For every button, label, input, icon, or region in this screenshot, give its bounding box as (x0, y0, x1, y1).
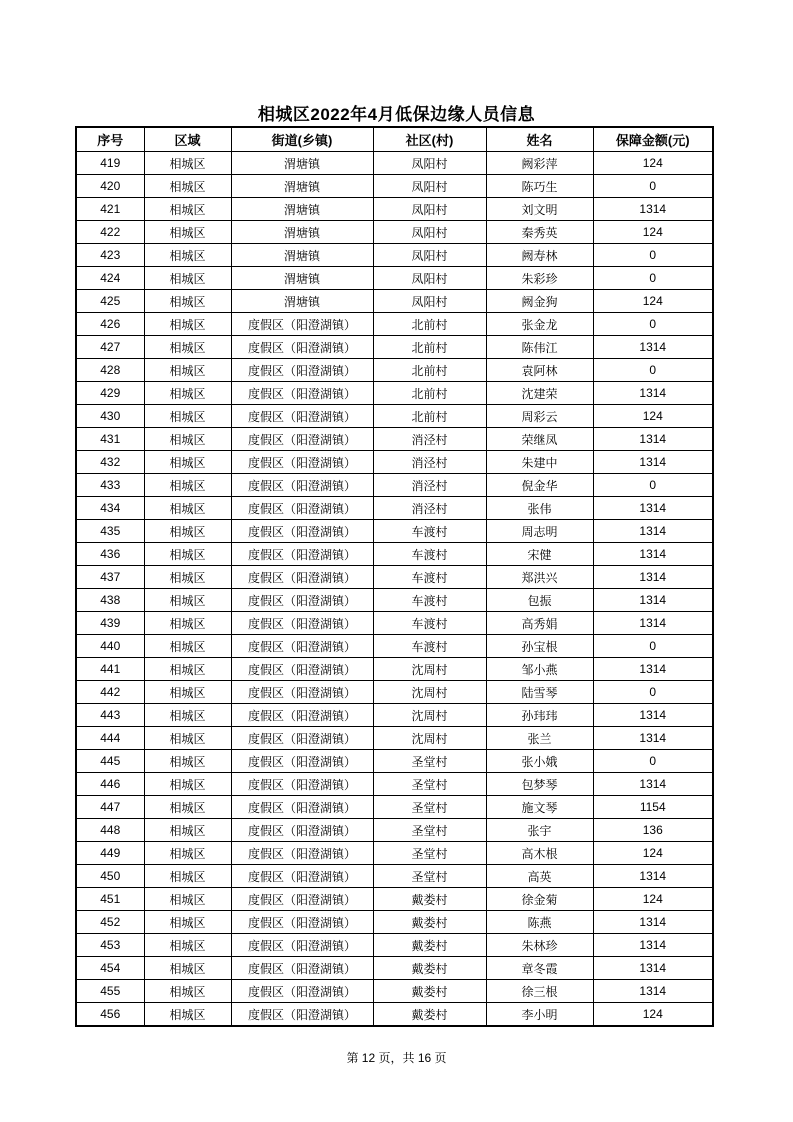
table-cell: 423 (76, 244, 144, 267)
table-cell: 度假区（阳澄湖镇） (231, 773, 373, 796)
table-row (76, 612, 713, 635)
page-number: 第 12 页，共 16 页 (346, 1051, 447, 1065)
table-cell: 相城区 (144, 773, 231, 796)
table-cell: 相城区 (144, 612, 231, 635)
table-cell: 度假区（阳澄湖镇） (231, 428, 373, 451)
table-cell: 1314 (593, 336, 713, 359)
table-cell: 相城区 (144, 957, 231, 980)
table-cell: 相城区 (144, 267, 231, 290)
col-header-community: 社区(村) (373, 127, 486, 152)
col-header-amount: 保障金额(元) (593, 127, 713, 152)
table-cell: 429 (76, 382, 144, 405)
table-row (76, 980, 713, 1003)
table-cell: 相城区 (144, 474, 231, 497)
table-cell: 朱建中 (486, 451, 593, 474)
table-cell: 高秀娟 (486, 612, 593, 635)
table-cell: 渭塘镇 (231, 198, 373, 221)
table-row (76, 865, 713, 888)
table-cell: 1314 (593, 543, 713, 566)
table-cell: 相城区 (144, 336, 231, 359)
table-cell: 0 (593, 750, 713, 773)
table-cell: 432 (76, 451, 144, 474)
table-cell: 度假区（阳澄湖镇） (231, 313, 373, 336)
table-row (76, 727, 713, 750)
table-cell: 1314 (593, 451, 713, 474)
table-cell: 度假区（阳澄湖镇） (231, 934, 373, 957)
table-cell: 450 (76, 865, 144, 888)
table-cell: 消泾村 (373, 497, 486, 520)
table-cell: 相城区 (144, 451, 231, 474)
table-cell: 度假区（阳澄湖镇） (231, 589, 373, 612)
table-cell: 0 (593, 267, 713, 290)
table-cell: 相城区 (144, 543, 231, 566)
table-cell: 度假区（阳澄湖镇） (231, 957, 373, 980)
table-cell: 相城区 (144, 152, 231, 175)
table-cell: 451 (76, 888, 144, 911)
table-cell: 124 (593, 888, 713, 911)
table-cell: 度假区（阳澄湖镇） (231, 451, 373, 474)
table-cell: 戴娄村 (373, 980, 486, 1003)
table-cell: 0 (593, 681, 713, 704)
table-cell: 1314 (593, 566, 713, 589)
table-row (76, 382, 713, 405)
table-cell: 430 (76, 405, 144, 428)
col-header-region: 区域 (144, 127, 231, 152)
table-cell: 1314 (593, 382, 713, 405)
table-cell: 朱林珍 (486, 934, 593, 957)
table-cell: 相城区 (144, 520, 231, 543)
table-cell: 徐三根 (486, 980, 593, 1003)
table-cell: 1314 (593, 428, 713, 451)
table-cell: 凤阳村 (373, 221, 486, 244)
table-cell: 度假区（阳澄湖镇） (231, 865, 373, 888)
table-row (76, 175, 713, 198)
table-cell: 相城区 (144, 589, 231, 612)
table-cell: 431 (76, 428, 144, 451)
table-cell: 439 (76, 612, 144, 635)
table-cell: 沈建荣 (486, 382, 593, 405)
table-cell: 1314 (593, 934, 713, 957)
table-cell: 437 (76, 566, 144, 589)
table-cell: 北前村 (373, 359, 486, 382)
table-cell: 度假区（阳澄湖镇） (231, 911, 373, 934)
table-cell: 凤阳村 (373, 267, 486, 290)
table-cell: 圣堂村 (373, 819, 486, 842)
table-row (76, 244, 713, 267)
table-cell: 相城区 (144, 313, 231, 336)
table-cell: 北前村 (373, 382, 486, 405)
table-cell: 李小明 (486, 1003, 593, 1027)
table-row (76, 474, 713, 497)
table-cell: 沈周村 (373, 681, 486, 704)
table-cell: 郑洪兴 (486, 566, 593, 589)
table-cell: 阙彩萍 (486, 152, 593, 175)
table-cell: 圣堂村 (373, 773, 486, 796)
table-row (76, 842, 713, 865)
table-cell: 张金龙 (486, 313, 593, 336)
table-cell: 度假区（阳澄湖镇） (231, 842, 373, 865)
table-cell: 度假区（阳澄湖镇） (231, 704, 373, 727)
table-cell: 1154 (593, 796, 713, 819)
table-cell: 434 (76, 497, 144, 520)
table-cell: 0 (593, 244, 713, 267)
table-cell: 1314 (593, 704, 713, 727)
table-cell: 454 (76, 957, 144, 980)
table-cell: 车渡村 (373, 543, 486, 566)
table-cell: 433 (76, 474, 144, 497)
table-row (76, 1003, 713, 1027)
table-row (76, 566, 713, 589)
table-cell: 相城区 (144, 175, 231, 198)
table-cell: 相城区 (144, 704, 231, 727)
table-cell: 422 (76, 221, 144, 244)
table-row (76, 152, 713, 175)
table-cell: 124 (593, 842, 713, 865)
table-cell: 包振 (486, 589, 593, 612)
table-row (76, 405, 713, 428)
table-cell: 车渡村 (373, 520, 486, 543)
table-cell: 453 (76, 934, 144, 957)
table-cell: 度假区（阳澄湖镇） (231, 635, 373, 658)
table-cell: 徐金菊 (486, 888, 593, 911)
table-cell: 凤阳村 (373, 175, 486, 198)
table-cell: 1314 (593, 957, 713, 980)
table-row (76, 359, 713, 382)
col-header-street: 街道(乡镇) (231, 127, 373, 152)
table-cell: 阙寿林 (486, 244, 593, 267)
table-cell: 周彩云 (486, 405, 593, 428)
table-cell: 442 (76, 681, 144, 704)
table-cell: 相城区 (144, 497, 231, 520)
table-cell: 圣堂村 (373, 750, 486, 773)
table-cell: 度假区（阳澄湖镇） (231, 980, 373, 1003)
table-cell: 435 (76, 520, 144, 543)
table-cell: 凤阳村 (373, 244, 486, 267)
table-cell: 周志明 (486, 520, 593, 543)
table-cell: 447 (76, 796, 144, 819)
table-cell: 428 (76, 359, 144, 382)
table-cell: 施文琴 (486, 796, 593, 819)
table-row (76, 520, 713, 543)
table-cell: 136 (593, 819, 713, 842)
table-cell: 相城区 (144, 244, 231, 267)
table-cell: 124 (593, 152, 713, 175)
table-cell: 相城区 (144, 359, 231, 382)
table-cell: 444 (76, 727, 144, 750)
table-cell: 圣堂村 (373, 842, 486, 865)
table-cell: 北前村 (373, 405, 486, 428)
table-cell: 北前村 (373, 313, 486, 336)
table-cell: 秦秀英 (486, 221, 593, 244)
table-cell: 朱彩珍 (486, 267, 593, 290)
table-cell: 124 (593, 290, 713, 313)
table-cell: 高木根 (486, 842, 593, 865)
table-cell: 相城区 (144, 865, 231, 888)
table-cell: 张伟 (486, 497, 593, 520)
table-cell: 度假区（阳澄湖镇） (231, 750, 373, 773)
table-row (76, 313, 713, 336)
table-cell: 相城区 (144, 635, 231, 658)
table-row (76, 658, 713, 681)
table-cell: 凤阳村 (373, 152, 486, 175)
table-row (76, 543, 713, 566)
table-row (76, 290, 713, 313)
table-cell: 戴娄村 (373, 957, 486, 980)
table-cell: 0 (593, 359, 713, 382)
table-cell: 1314 (593, 980, 713, 1003)
table-cell: 相城区 (144, 796, 231, 819)
table-row (76, 451, 713, 474)
table-cell: 阙金狗 (486, 290, 593, 313)
table-cell: 车渡村 (373, 589, 486, 612)
table-cell: 相城区 (144, 290, 231, 313)
table-cell: 446 (76, 773, 144, 796)
table-row (76, 198, 713, 221)
table-cell: 相城区 (144, 842, 231, 865)
table-cell: 相城区 (144, 221, 231, 244)
table-cell: 车渡村 (373, 612, 486, 635)
table-row (76, 497, 713, 520)
table-cell: 戴娄村 (373, 934, 486, 957)
table-cell: 车渡村 (373, 566, 486, 589)
table-row (76, 428, 713, 451)
table-cell: 沈周村 (373, 704, 486, 727)
table-cell: 消泾村 (373, 451, 486, 474)
table-cell: 张兰 (486, 727, 593, 750)
table-cell: 度假区（阳澄湖镇） (231, 566, 373, 589)
table-cell: 渭塘镇 (231, 244, 373, 267)
table-cell: 度假区（阳澄湖镇） (231, 497, 373, 520)
table-cell: 452 (76, 911, 144, 934)
table-cell: 刘文明 (486, 198, 593, 221)
table-cell: 1314 (593, 727, 713, 750)
table-cell: 449 (76, 842, 144, 865)
table-cell: 相城区 (144, 934, 231, 957)
table-cell: 度假区（阳澄湖镇） (231, 681, 373, 704)
table-row (76, 796, 713, 819)
table-cell: 443 (76, 704, 144, 727)
table-cell: 1314 (593, 911, 713, 934)
table-cell: 渭塘镇 (231, 152, 373, 175)
table-cell: 124 (593, 1003, 713, 1027)
table-row (76, 704, 713, 727)
table-cell: 度假区（阳澄湖镇） (231, 612, 373, 635)
table-cell: 度假区（阳澄湖镇） (231, 382, 373, 405)
table-cell: 124 (593, 405, 713, 428)
table-cell: 凤阳村 (373, 198, 486, 221)
table-cell: 圣堂村 (373, 796, 486, 819)
table-cell: 相城区 (144, 750, 231, 773)
table-cell: 高英 (486, 865, 593, 888)
table-cell: 度假区（阳澄湖镇） (231, 520, 373, 543)
table-cell: 度假区（阳澄湖镇） (231, 359, 373, 382)
table-cell: 445 (76, 750, 144, 773)
table-cell: 渭塘镇 (231, 175, 373, 198)
table-cell: 0 (593, 635, 713, 658)
table-cell: 孙宝根 (486, 635, 593, 658)
table-row (76, 589, 713, 612)
table-row (76, 635, 713, 658)
table-cell: 相城区 (144, 1003, 231, 1027)
table-cell: 凤阳村 (373, 290, 486, 313)
table-cell: 456 (76, 1003, 144, 1027)
table-cell: 1314 (593, 865, 713, 888)
table-cell: 戴娄村 (373, 911, 486, 934)
table-cell: 相城区 (144, 911, 231, 934)
table-cell: 436 (76, 543, 144, 566)
table-cell: 425 (76, 290, 144, 313)
table-cell: 424 (76, 267, 144, 290)
table-cell: 1314 (593, 773, 713, 796)
table-cell: 相城区 (144, 819, 231, 842)
table-cell: 袁阿林 (486, 359, 593, 382)
table-cell: 度假区（阳澄湖镇） (231, 1003, 373, 1027)
table-cell: 438 (76, 589, 144, 612)
table-cell: 沈周村 (373, 727, 486, 750)
table-cell: 相城区 (144, 405, 231, 428)
table-cell: 448 (76, 819, 144, 842)
table-cell: 包梦琴 (486, 773, 593, 796)
table-cell: 1314 (593, 497, 713, 520)
table-row (76, 934, 713, 957)
page-title: 相城区2022年4月低保边缘人员信息 (257, 105, 536, 124)
table-cell: 陈伟江 (486, 336, 593, 359)
table-cell: 相城区 (144, 980, 231, 1003)
table-cell: 度假区（阳澄湖镇） (231, 819, 373, 842)
table-cell: 420 (76, 175, 144, 198)
table-row (76, 336, 713, 359)
table-cell: 张小娥 (486, 750, 593, 773)
table-cell: 427 (76, 336, 144, 359)
table-cell: 北前村 (373, 336, 486, 359)
table-cell: 0 (593, 313, 713, 336)
table-cell: 相城区 (144, 198, 231, 221)
table-cell: 相城区 (144, 382, 231, 405)
table-cell: 渭塘镇 (231, 267, 373, 290)
table-cell: 426 (76, 313, 144, 336)
table-cell: 1314 (593, 198, 713, 221)
table-cell: 章冬霞 (486, 957, 593, 980)
table-cell: 消泾村 (373, 474, 486, 497)
table-row (76, 267, 713, 290)
table-cell: 124 (593, 221, 713, 244)
table-row (76, 221, 713, 244)
table-cell: 圣堂村 (373, 865, 486, 888)
table-cell: 度假区（阳澄湖镇） (231, 405, 373, 428)
table-cell: 陈燕 (486, 911, 593, 934)
table-cell: 421 (76, 198, 144, 221)
table-body (76, 152, 713, 1027)
table-cell: 441 (76, 658, 144, 681)
table-row (76, 957, 713, 980)
table-cell: 陈巧生 (486, 175, 593, 198)
table-cell: 陆雪琴 (486, 681, 593, 704)
table-cell: 1314 (593, 589, 713, 612)
table-cell: 相城区 (144, 681, 231, 704)
benefit-table (75, 126, 714, 1027)
col-header-index: 序号 (76, 127, 144, 152)
table-row (76, 773, 713, 796)
table-cell: 消泾村 (373, 428, 486, 451)
table-cell: 张宇 (486, 819, 593, 842)
table-cell: 沈周村 (373, 658, 486, 681)
table-cell: 戴娄村 (373, 888, 486, 911)
table-cell: 度假区（阳澄湖镇） (231, 727, 373, 750)
table-cell: 度假区（阳澄湖镇） (231, 796, 373, 819)
table-row (76, 888, 713, 911)
table-cell: 0 (593, 175, 713, 198)
table-row (76, 681, 713, 704)
table-cell: 0 (593, 474, 713, 497)
table-cell: 宋健 (486, 543, 593, 566)
table-cell: 渭塘镇 (231, 290, 373, 313)
table-cell: 度假区（阳澄湖镇） (231, 543, 373, 566)
table-header-row (76, 127, 713, 152)
table-cell: 度假区（阳澄湖镇） (231, 474, 373, 497)
table-cell: 渭塘镇 (231, 221, 373, 244)
table-cell: 455 (76, 980, 144, 1003)
table-cell: 荣继凤 (486, 428, 593, 451)
table-cell: 419 (76, 152, 144, 175)
table-cell: 倪金华 (486, 474, 593, 497)
table-row (76, 750, 713, 773)
table-cell: 1314 (593, 658, 713, 681)
table-cell: 相城区 (144, 727, 231, 750)
table-cell: 车渡村 (373, 635, 486, 658)
table-cell: 相城区 (144, 658, 231, 681)
table-cell: 1314 (593, 612, 713, 635)
table-cell: 相城区 (144, 888, 231, 911)
table-cell: 孙玮玮 (486, 704, 593, 727)
table-cell: 度假区（阳澄湖镇） (231, 658, 373, 681)
table-cell: 相城区 (144, 566, 231, 589)
table-cell: 邹小燕 (486, 658, 593, 681)
table-row (76, 819, 713, 842)
table-cell: 440 (76, 635, 144, 658)
table-row (76, 911, 713, 934)
table-cell: 度假区（阳澄湖镇） (231, 336, 373, 359)
table-cell: 戴娄村 (373, 1003, 486, 1027)
table-cell: 相城区 (144, 428, 231, 451)
col-header-name: 姓名 (486, 127, 593, 152)
table-cell: 度假区（阳澄湖镇） (231, 888, 373, 911)
table-cell: 1314 (593, 520, 713, 543)
